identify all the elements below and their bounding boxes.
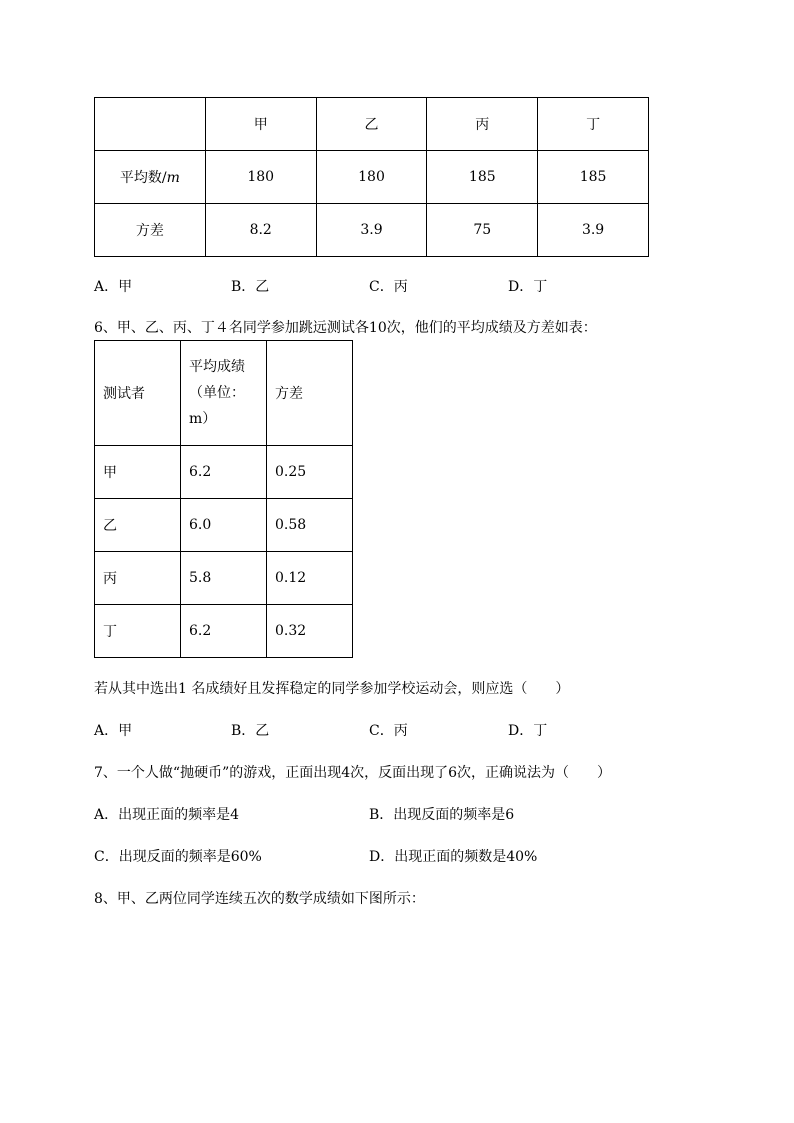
table-row (95, 552, 353, 605)
option-b: B．乙 (231, 723, 270, 739)
variance-table (94, 97, 649, 257)
table-cell: 6.0 (181, 499, 267, 552)
table-header-cell: 甲 (205, 98, 316, 151)
table-row (95, 204, 649, 257)
table-header-cell: 丁 (538, 98, 649, 151)
row-label-cell: 方差 (95, 204, 206, 257)
unit-label: m (166, 170, 180, 186)
jump-table (94, 340, 353, 658)
option-a: A．甲 (94, 723, 133, 739)
q6-question: 若从其中选出1 名成绩好且发挥稳定的同学参加学校运动会，则应选（ ） (94, 681, 570, 697)
header-line: （单位： (189, 385, 245, 401)
table-cell: 6.2 (181, 446, 267, 499)
row-label: 平均数/ (119, 170, 167, 186)
table-row (95, 446, 353, 499)
table-cell: 3.9 (538, 204, 649, 257)
table-cell: 0.32 (267, 605, 353, 658)
q7-stem: 7、一个人做“抛硬币”的游戏，正面出现4次，反面出现了6次，正确说法为（ ） (94, 765, 612, 781)
option-a: A．甲 (94, 279, 133, 295)
table-row (95, 341, 353, 446)
q8-stem: 8、甲、乙两位同学连续五次的数学成绩如下图所示： (94, 891, 425, 907)
option-d: D．丁 (508, 723, 548, 739)
table-cell: 0.12 (267, 552, 353, 605)
option-a: A．出现正面的频率是4 (94, 807, 240, 823)
table-header-cell: 丙 (427, 98, 538, 151)
header-line: 平均成绩 (189, 359, 245, 375)
option-c: C．丙 (369, 723, 408, 739)
table-cell: 6.2 (181, 605, 267, 658)
table-cell: 3.9 (316, 204, 427, 257)
row-label-cell (95, 151, 206, 204)
table-cell: 丙 (95, 552, 181, 605)
header-line: m） (189, 411, 217, 427)
table-header-cell: 乙 (316, 98, 427, 151)
option-c: C．出现反面的频率是60% (94, 849, 262, 865)
table-cell: 185 (427, 151, 538, 204)
table-cell: 甲 (95, 446, 181, 499)
option-b: B．出现反面的频率是6 (369, 807, 515, 823)
table-row (95, 499, 353, 552)
option-c: C．丙 (369, 279, 408, 295)
option-b: B．乙 (231, 279, 270, 295)
table-cell: 75 (427, 204, 538, 257)
table-cell: 185 (538, 151, 649, 204)
table-header-cell: 测试者 (95, 341, 181, 446)
table-cell: 180 (316, 151, 427, 204)
table-cell: 乙 (95, 499, 181, 552)
table-row (95, 151, 649, 204)
table-row (95, 98, 649, 151)
table-header-cell: 方差 (267, 341, 353, 446)
table-cell: 0.25 (267, 446, 353, 499)
table-cell: 8.2 (205, 204, 316, 257)
option-d: D．丁 (508, 279, 548, 295)
table-cell: 180 (205, 151, 316, 204)
table-row (95, 605, 353, 658)
table-cell: 5.8 (181, 552, 267, 605)
table-cell: 丁 (95, 605, 181, 658)
table-header-cell (181, 341, 267, 446)
table-cell (95, 98, 206, 151)
q6-stem: 6、甲、乙、丙、丁４名同学参加跳远测试各10次，他们的平均成绩及方差如表： (94, 320, 597, 336)
table-cell: 0.58 (267, 499, 353, 552)
option-d: D．出现正面的频数是40% (369, 849, 538, 865)
